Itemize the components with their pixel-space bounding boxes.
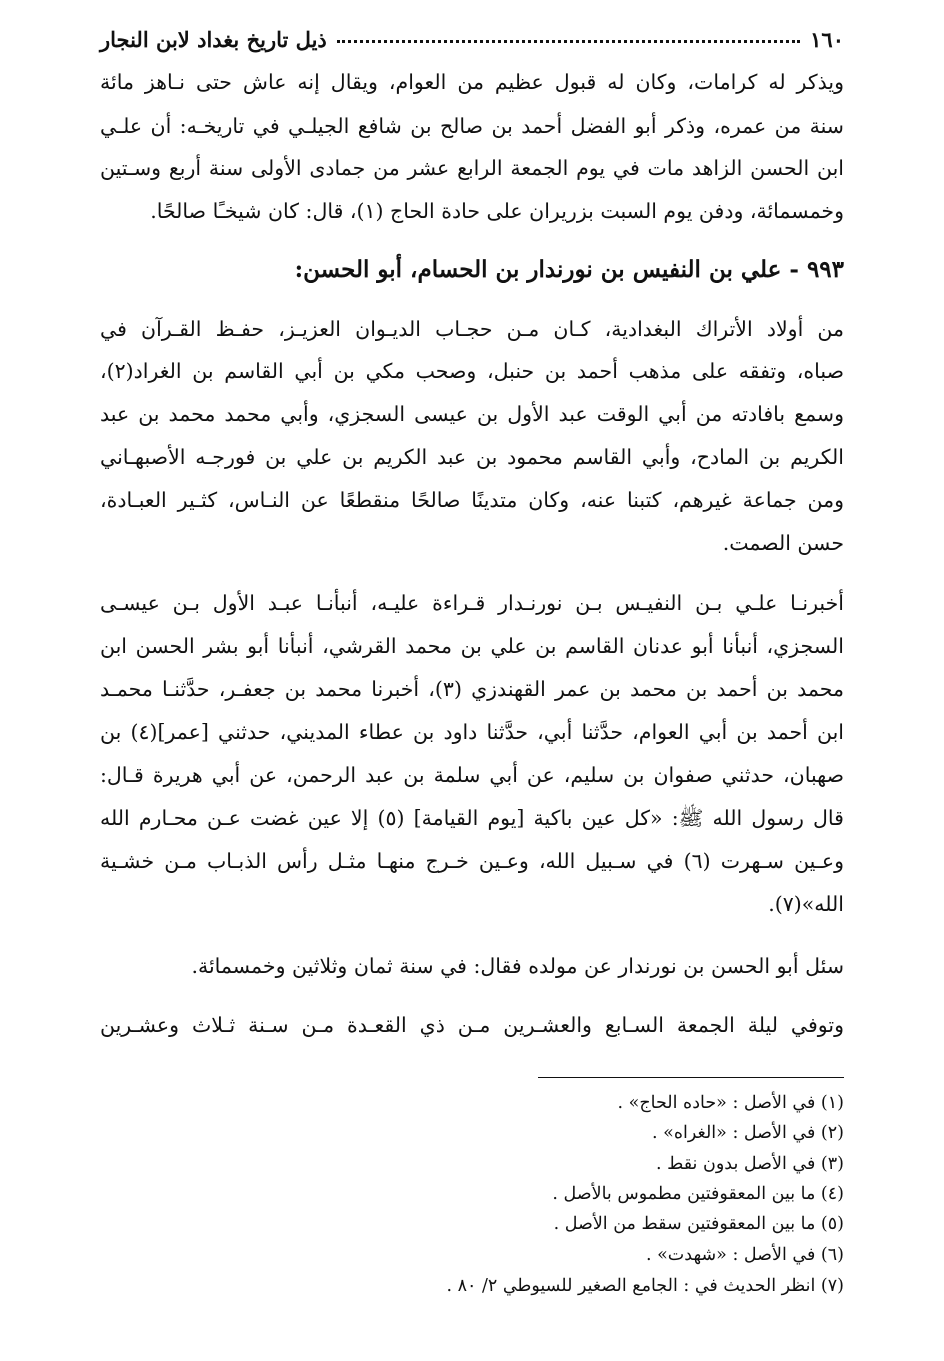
text-line: سنة من عمره، وذكر أبو الفضل أحمد بن صالح بن شافع الجيلـي في تاريخـه: أن علـي <box>100 114 844 138</box>
footnote: (٧) انظر الحديث في : الجامع الصغير للسيوطي ٢/ ٨٠ . <box>446 1276 844 1296</box>
entry-number: ٩٩٣ - <box>789 256 844 283</box>
entry-title: علي بن النفيس بن نورندار بن الحسام، أبو الحسن: <box>294 256 782 283</box>
text-line: محمد بن أحمد بن محمد بن عمر القهندزي (٣)، أخبرنا محمد بن جعفـر، حدَّثنـا محمـد <box>100 677 844 701</box>
header-dotted-leader <box>337 36 800 43</box>
text-line: صباه، وتفقه على مذهب أحمد بن حنبل، وصحب مكي بن أبي القاسم بن الغراد(٢)، <box>100 359 844 383</box>
text-line: ابن أحمد بن أبي العوام، حدَّثنا أبي، حدَّثنا داود بن عطاء المديني، حدثني [عمر](٤) بن <box>100 720 844 744</box>
running-title: ذيل تاريخ بغداد لابن النجار <box>100 26 327 52</box>
page-number: ١٦٠ <box>810 26 844 52</box>
footnote: (٢) في الأصل : «الغراه» . <box>652 1123 844 1143</box>
text-line: الكريم بن المادح، وأبي القاسم محمود بن عبد الكريم بن علي بن فورجـه الأصبهـاني <box>100 445 844 469</box>
text-line: وتوفي ليلة الجمعة السـابع والعشـرين مـن ذي القعـدة مـن سـنة ثـلاث وعشـرين <box>100 1013 844 1037</box>
footnote: (٦) في الأصل : «شهدت» . <box>645 1245 844 1265</box>
text-line: سئل أبو الحسن بن نورندار عن مولده فقال: في سنة ثمان وثلاثين وخمسمائة. <box>191 954 844 978</box>
text-line: وعـين سـهرت (٦) في سـبيل الله، وعـين خـرج منهـا مثـل رأس الذبـاب مـن خشـية <box>100 849 845 873</box>
text-line: السجزي، أنبأنا أبو عدنان القاسم بن علي بن محمد القرشي، أنبأنا أبو بشر الحسن ابن <box>100 634 844 658</box>
text-line: الله»(٧). <box>768 892 844 916</box>
text-line: وخمسمائة، ودفن يوم السبت بزريران على حادة الحاج (١)، قال: كان شيخـًا صالحًا. <box>150 199 844 223</box>
text-line: وسمع بافادته من أبي الوقت عبد الأول بن عيسى السجزي، وأبي محمد محمد بن عبد <box>100 402 844 426</box>
footnote: (٥) ما بين المعقوفتين سقط من الأصل . <box>553 1214 844 1234</box>
text-line: من أولاد الأتراك البغدادية، كـان مـن حجـاب الديـوان العزيـز، حفـظ القـرآن في <box>100 317 844 341</box>
text-line: قال رسول الله ﷺ: «كل عين باكية [يوم القيامة] (٥) إلا عين غضت عـن محـارم الله <box>100 806 844 830</box>
footnote: (٣) في الأصل بدون نقط . <box>655 1154 844 1174</box>
text-line: حسن الصمت. <box>722 531 844 555</box>
footnote: (١) في الأصل : «حاده الحاج» . <box>617 1093 844 1113</box>
footnote-separator <box>538 1077 844 1078</box>
text-line: ابن الحسن الزاهد مات في يوم الجمعة الرابع عشر من جمادى الأولى سنة أربع وسـتين <box>100 156 844 180</box>
text-line: ومن جماعة غيرهم، كتبنا عنه، وكان متدينًا صالحًا منقطعًا عن النـاس، كثـير العبـادة، <box>100 488 844 512</box>
text-line: صهبان، حدثني صفوان بن سليم، عن أبي سلمة بن عبد الرحمن، عن أبي هريرة قـال: <box>100 763 844 787</box>
text-line: أخبرنـا علـي بـن النفيـس بـن نورنـدار قـراءة عليـه، أنبأنـا عبـد الأول بـن عيسـى <box>100 591 844 615</box>
footnote: (٤) ما بين المعقوفتين مطموس بالأصل . <box>552 1184 844 1204</box>
text-line: ويذكر له كرامات، وكان له قبول عظيم من العوام، ويقال إنه عاش حتى نـاهز مائة <box>100 70 844 94</box>
page-header <box>100 22 844 56</box>
entry-heading <box>100 250 844 290</box>
